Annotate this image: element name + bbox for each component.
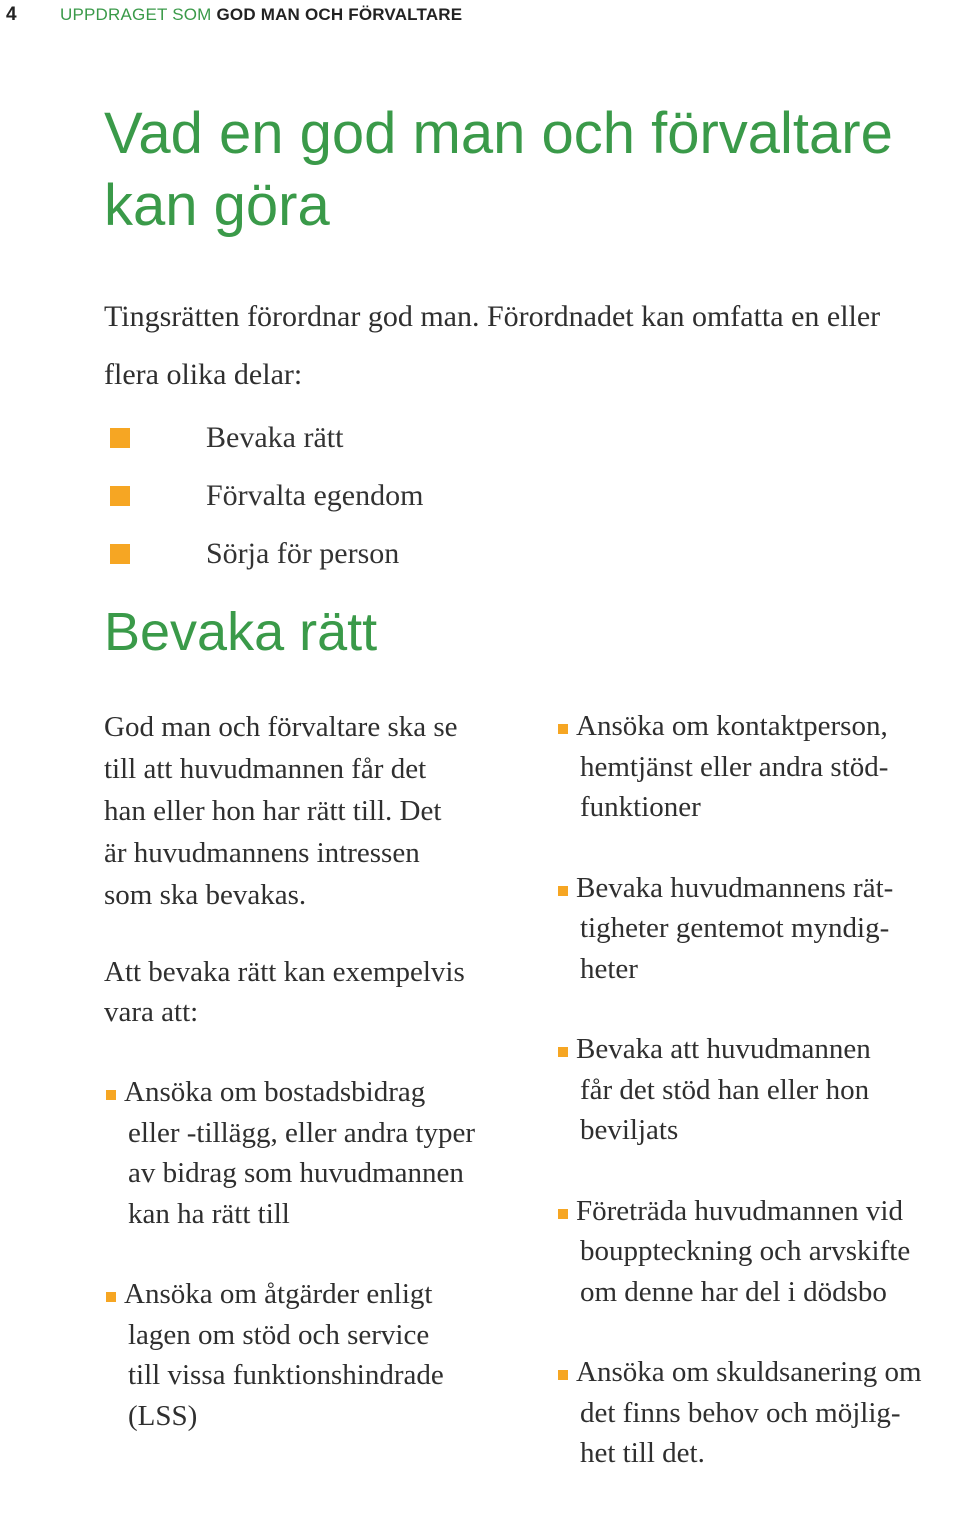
- text-line: hemtjänst eller andra stöd-: [580, 750, 889, 783]
- square-bullet-icon: [106, 1090, 116, 1100]
- text-line: Ansöka om åtgärder enligt: [124, 1278, 433, 1310]
- text-line: (LSS): [128, 1399, 198, 1432]
- running-head: [60, 5, 462, 25]
- intro-paragraph: [104, 288, 960, 404]
- text-line: av bidrag som huvudmannen: [128, 1157, 464, 1189]
- text-line: Att bevaka rätt kan exempelvis: [104, 956, 465, 988]
- text-line: Ansöka om bostadsbidrag: [124, 1076, 426, 1108]
- text-line: Ansöka om skuldsanering om: [576, 1356, 922, 1388]
- square-bullet-icon: [558, 1047, 568, 1057]
- text-line: kan ha rätt till: [128, 1197, 290, 1230]
- square-bullet-icon: [558, 724, 568, 734]
- text-line: lagen om stöd och service: [128, 1318, 430, 1351]
- section-title: Bevaka rätt: [104, 602, 378, 662]
- running-head-prefix: UPPDRAGET SOM: [60, 5, 217, 24]
- running-head-bold: GOD MAN OCH FÖRVALTARE: [216, 5, 463, 24]
- body-paragraph: [104, 952, 534, 1032]
- text-line: är huvudmannens intressen: [104, 837, 420, 869]
- square-bullet-icon: [558, 1370, 568, 1380]
- text-line: eller -tillägg, eller andra typer: [128, 1116, 476, 1149]
- text-line: som ska bevakas.: [104, 879, 307, 911]
- square-bullet-icon: [558, 886, 568, 896]
- text-line: det finns behov och möjlig-: [580, 1396, 901, 1429]
- bullet-list: [556, 706, 960, 1474]
- square-bullet-icon: [558, 1209, 568, 1219]
- text-line: bouppteckning och arvskifte: [580, 1235, 911, 1267]
- page-number: 4: [6, 4, 17, 25]
- list-item-label: Bevaka rätt: [206, 421, 344, 454]
- text-line: får det stöd han eller hon: [580, 1073, 870, 1106]
- page-title-line: kan göra: [104, 173, 330, 238]
- text-line: till vissa funktionshindrade: [128, 1359, 444, 1391]
- text-line: God man och förvaltare ska se: [104, 711, 458, 743]
- square-bullet-icon: [110, 428, 130, 448]
- intro-line: flera olika delar:: [104, 358, 303, 391]
- page-title: [104, 98, 924, 242]
- intro-line: Tingsrätten förordnar god man. Förordnadet kan omfatta en eller: [104, 300, 881, 333]
- text-line: vara att:: [104, 996, 199, 1028]
- list-item-label: Förvalta egendom: [206, 479, 424, 512]
- list-item: [556, 706, 960, 828]
- list-item-label: Sörja för person: [206, 537, 400, 570]
- list-item: [104, 1072, 534, 1234]
- square-bullet-icon: [110, 544, 130, 564]
- list-item: [556, 1029, 960, 1151]
- list-item: [104, 470, 804, 528]
- text-line: Bevaka att huvudmannen: [576, 1033, 871, 1065]
- body-paragraph: [104, 706, 534, 916]
- list-item: [556, 1352, 960, 1474]
- bullet-list: [104, 1072, 534, 1436]
- list-item: [556, 868, 960, 990]
- page-title-line: Vad en god man och förvaltare: [104, 101, 893, 166]
- parts-list: [104, 412, 804, 586]
- text-line: heter: [580, 952, 638, 985]
- list-item: [556, 1191, 960, 1313]
- text-line: Ansöka om kontaktperson,: [576, 710, 888, 742]
- text-line: till att huvudmannen får det: [104, 753, 427, 785]
- square-bullet-icon: [106, 1292, 116, 1302]
- right-column: [556, 706, 960, 1514]
- page-header: [0, 0, 960, 34]
- text-line: om denne har del i dödsbo: [580, 1275, 887, 1308]
- text-line: han eller hon har rätt till. Det: [104, 795, 442, 827]
- text-line: het till det.: [580, 1437, 705, 1469]
- list-item: [104, 1274, 534, 1436]
- list-item: [104, 412, 804, 470]
- text-line: Bevaka huvudmannens rät-: [576, 871, 894, 904]
- list-item: [104, 528, 804, 586]
- text-line: Företräda huvudmannen vid: [576, 1194, 903, 1227]
- text-line: funktioner: [580, 791, 701, 823]
- text-line: beviljats: [580, 1114, 679, 1146]
- square-bullet-icon: [110, 486, 130, 506]
- text-line: tigheter gentemot myndig-: [580, 912, 890, 944]
- left-column: [104, 706, 534, 1476]
